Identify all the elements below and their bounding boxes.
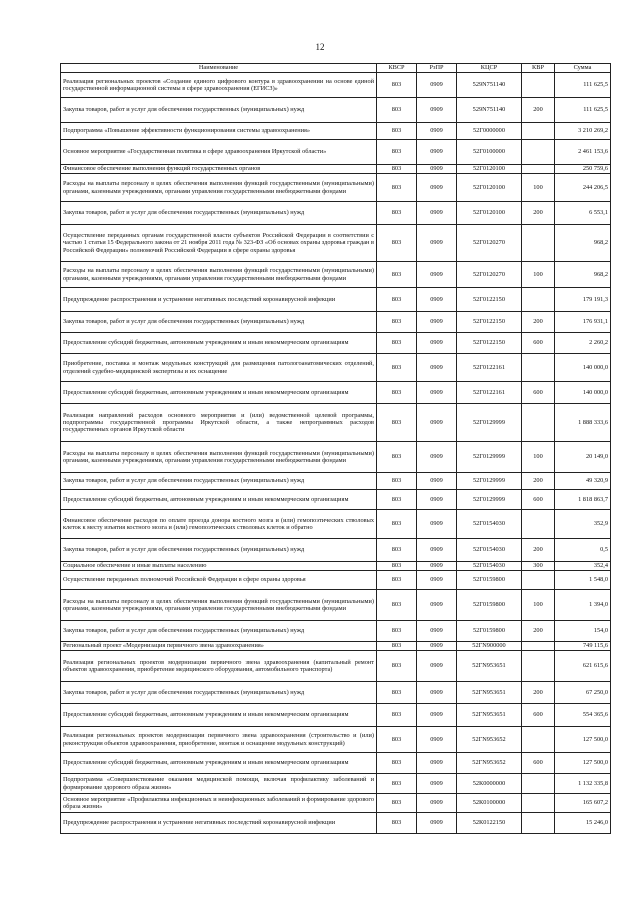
row-kvr: 600 <box>522 704 555 727</box>
row-kcsr: 52Г0122161 <box>457 354 522 382</box>
row-kvsr: 803 <box>377 813 417 834</box>
row-sum: 1 548,0 <box>555 571 611 590</box>
budget-table <box>60 63 611 834</box>
row-kcsr: 52Г0129999 <box>457 490 522 510</box>
row-kcsr: 52Г0122150 <box>457 333 522 354</box>
table-row <box>61 642 611 651</box>
row-kvr: 100 <box>522 262 555 288</box>
table-row <box>61 753 611 774</box>
row-kvr: 200 <box>522 621 555 642</box>
header-kvr: КВР <box>522 64 555 73</box>
row-kvsr: 803 <box>377 202 417 225</box>
row-rzpr: 0909 <box>417 774 457 794</box>
row-kcsr: 52Г0000000 <box>457 123 522 140</box>
row-kvsr: 803 <box>377 571 417 590</box>
table-row <box>61 490 611 510</box>
row-rzpr: 0909 <box>417 510 457 539</box>
row-kvr <box>522 510 555 539</box>
row-sum: 352,4 <box>555 562 611 571</box>
row-sum: 111 625,5 <box>555 73 611 98</box>
row-name: Расходы на выплаты персоналу в целях обеспечения выполнения функций государственными (муниципальными) органами, казенными учреждениями, органами управления государственными внебюджетными фондами <box>61 442 377 473</box>
row-rzpr: 0909 <box>417 571 457 590</box>
row-name: Финансовое обеспечение расходов по оплате проезда донора костного мозга и (или) гемопоэтических стволовых клеток к месту изъятия костного мозга и (или) гемопоэтических стволовых клеток и обратно <box>61 510 377 539</box>
row-rzpr: 0909 <box>417 202 457 225</box>
row-sum: 6 553,1 <box>555 202 611 225</box>
row-kcsr: 52Г0159800 <box>457 590 522 621</box>
row-kcsr: 52Г0122150 <box>457 288 522 312</box>
row-sum: 250 759,6 <box>555 165 611 174</box>
row-sum: 968,2 <box>555 262 611 288</box>
table-body <box>61 73 611 834</box>
row-kvr: 600 <box>522 490 555 510</box>
row-kvsr: 803 <box>377 73 417 98</box>
row-sum: 1 132 335,8 <box>555 774 611 794</box>
row-rzpr: 0909 <box>417 312 457 333</box>
row-kvsr: 803 <box>377 539 417 562</box>
table-row <box>61 404 611 442</box>
row-sum: 179 191,3 <box>555 288 611 312</box>
row-sum: 244 206,5 <box>555 174 611 202</box>
row-kcsr: 52ГN953651 <box>457 704 522 727</box>
row-sum: 165 607,2 <box>555 794 611 813</box>
row-kcsr: 52Г0159800 <box>457 571 522 590</box>
table-row <box>61 651 611 682</box>
row-kcsr: 52Г0120100 <box>457 165 522 174</box>
row-kvr: 600 <box>522 382 555 404</box>
table-row <box>61 704 611 727</box>
row-sum: 2 260,2 <box>555 333 611 354</box>
row-rzpr: 0909 <box>417 621 457 642</box>
row-kvsr: 803 <box>377 510 417 539</box>
row-kcsr: 52Г0120270 <box>457 262 522 288</box>
row-sum: 2 461 153,6 <box>555 140 611 165</box>
row-kcsr: 52Г0129999 <box>457 473 522 490</box>
row-rzpr: 0909 <box>417 727 457 753</box>
table-row <box>61 571 611 590</box>
row-name: Основное мероприятие «Государственная политика в сфере здравоохранения Иркутской области» <box>61 140 377 165</box>
table-row <box>61 682 611 704</box>
row-kcsr: 52ГN900000 <box>457 642 522 651</box>
row-kvr <box>522 404 555 442</box>
row-kvr: 200 <box>522 98 555 123</box>
row-kvr <box>522 288 555 312</box>
row-sum: 749 115,6 <box>555 642 611 651</box>
row-sum: 15 246,0 <box>555 813 611 834</box>
table-row <box>61 354 611 382</box>
row-sum: 3 210 269,2 <box>555 123 611 140</box>
row-kvsr: 803 <box>377 333 417 354</box>
row-rzpr: 0909 <box>417 333 457 354</box>
row-sum: 140 000,0 <box>555 354 611 382</box>
row-kcsr: 52Г0100000 <box>457 140 522 165</box>
row-rzpr: 0909 <box>417 442 457 473</box>
row-kvr <box>522 140 555 165</box>
table-row <box>61 813 611 834</box>
row-kvsr: 803 <box>377 621 417 642</box>
row-name: Региональный проект «Модернизация первичного звена здравоохранения» <box>61 642 377 651</box>
row-kvr <box>522 225 555 262</box>
row-kvsr: 803 <box>377 727 417 753</box>
row-kvsr: 803 <box>377 774 417 794</box>
table-row <box>61 202 611 225</box>
row-name: Закупка товаров, работ и услуг для обеспечения государственных (муниципальных) нужд <box>61 98 377 123</box>
row-kvsr: 803 <box>377 225 417 262</box>
table-row <box>61 510 611 539</box>
row-name: Реализация направлений расходов основного мероприятия и (или) ведомственной целевой программы, подпрограммы государственной программы Иркутской области, а также непрограммных расходов государственных органов Иркутской области <box>61 404 377 442</box>
table-row <box>61 123 611 140</box>
row-name: Закупка товаров, работ и услуг для обеспечения государственных (муниципальных) нужд <box>61 202 377 225</box>
row-rzpr: 0909 <box>417 562 457 571</box>
row-name: Реализация региональных проектов «Создание единого цифрового контура в здравоохранении на основе единой государственной информационной системы в сфере здравоохранения (ЕГИСЗ)» <box>61 73 377 98</box>
row-kvr: 600 <box>522 753 555 774</box>
row-kcsr: 52Г0129999 <box>457 404 522 442</box>
row-name: Предупреждение распространения и устранение негативных последствий коронавирусной инфекции <box>61 813 377 834</box>
row-kvsr: 803 <box>377 794 417 813</box>
table-row <box>61 165 611 174</box>
row-kvr: 200 <box>522 312 555 333</box>
header-rzpr: РзПР <box>417 64 457 73</box>
row-name: Основное мероприятие «Профилактика инфекционных и неинфекционных заболеваний и формирование здорового образа жизни» <box>61 794 377 813</box>
row-kvr: 300 <box>522 562 555 571</box>
row-kcsr: 52ГN953652 <box>457 727 522 753</box>
row-name: Подпрограмма «Совершенствование оказания медицинской помощи, включая профилактику заболеваний и формирование здорового образа жизни» <box>61 774 377 794</box>
row-rzpr: 0909 <box>417 382 457 404</box>
header-row <box>61 64 611 73</box>
row-rzpr: 0909 <box>417 354 457 382</box>
row-kvsr: 803 <box>377 442 417 473</box>
row-kvsr: 803 <box>377 312 417 333</box>
row-kvsr: 803 <box>377 490 417 510</box>
row-kcsr: 52Г0120100 <box>457 174 522 202</box>
table-row <box>61 174 611 202</box>
row-rzpr: 0909 <box>417 140 457 165</box>
row-kvr: 200 <box>522 473 555 490</box>
row-rzpr: 0909 <box>417 642 457 651</box>
row-rzpr: 0909 <box>417 98 457 123</box>
row-kvsr: 803 <box>377 354 417 382</box>
row-kvr <box>522 73 555 98</box>
table-row <box>61 442 611 473</box>
row-kvr: 100 <box>522 442 555 473</box>
row-rzpr: 0909 <box>417 262 457 288</box>
table-row <box>61 262 611 288</box>
row-rzpr: 0909 <box>417 590 457 621</box>
table-header <box>61 64 611 73</box>
row-kcsr: 529N751140 <box>457 73 522 98</box>
row-kcsr: 52Г0122161 <box>457 382 522 404</box>
row-rzpr: 0909 <box>417 651 457 682</box>
row-kvsr: 803 <box>377 562 417 571</box>
row-name: Закупка товаров, работ и услуг для обеспечения государственных (муниципальных) нужд <box>61 473 377 490</box>
row-kvr: 600 <box>522 333 555 354</box>
row-name: Расходы на выплаты персоналу в целях обеспечения выполнения функций государственными (муниципальными) органами, казенными учреждениями, органами управления государственными внебюджетными фондами <box>61 262 377 288</box>
row-kvsr: 803 <box>377 682 417 704</box>
row-sum: 111 625,5 <box>555 98 611 123</box>
row-kcsr: 52Г0120100 <box>457 202 522 225</box>
row-name: Предупреждение распространения и устранение негативных последствий коронавирусной инфекции <box>61 288 377 312</box>
row-sum: 140 000,0 <box>555 382 611 404</box>
page-number: 12 <box>315 42 325 52</box>
row-kcsr: 52Г0154030 <box>457 562 522 571</box>
row-kvr <box>522 651 555 682</box>
row-kvr: 200 <box>522 682 555 704</box>
row-kvsr: 803 <box>377 98 417 123</box>
header-name: Наименование <box>61 64 377 73</box>
row-kvsr: 803 <box>377 262 417 288</box>
row-rzpr: 0909 <box>417 539 457 562</box>
row-rzpr: 0909 <box>417 753 457 774</box>
row-sum: 968,2 <box>555 225 611 262</box>
row-name: Закупка товаров, работ и услуг для обеспечения государственных (муниципальных) нужд <box>61 312 377 333</box>
table-row <box>61 727 611 753</box>
table-row <box>61 312 611 333</box>
row-rzpr: 0909 <box>417 174 457 202</box>
table-row <box>61 562 611 571</box>
row-rzpr: 0909 <box>417 704 457 727</box>
row-name: Предоставление субсидий бюджетным, автономным учреждениям и иным некоммерческим организациям <box>61 490 377 510</box>
row-name: Предоставление субсидий бюджетным, автономным учреждениям и иным некоммерческим организациям <box>61 333 377 354</box>
row-name: Подпрограмма «Повышение эффективности функционирования системы здравоохранения» <box>61 123 377 140</box>
row-kvsr: 803 <box>377 651 417 682</box>
table-row <box>61 73 611 98</box>
table-row <box>61 140 611 165</box>
row-kvsr: 803 <box>377 753 417 774</box>
row-sum: 352,9 <box>555 510 611 539</box>
table-row <box>61 288 611 312</box>
row-kcsr: 52К0122150 <box>457 813 522 834</box>
row-name: Приобретение, поставка и монтаж модульных конструкций для размещения патологоанатомических отделений, отделений судебно-медицинской экспертизы и их оснащение <box>61 354 377 382</box>
header-kvsr: КВСР <box>377 64 417 73</box>
row-sum: 1 818 863,7 <box>555 490 611 510</box>
row-kvsr: 803 <box>377 642 417 651</box>
row-name: Осуществление переданных органам государственной власти субъектов Российской Федерации в соответствии с частью 1 статьи 15 Федерального закона от 21 ноября 2011 года № 323-ФЗ «Об основах охраны здоровья граждан в Российской Федерации» полномочий Российской Федерации в сфере охраны здоровья <box>61 225 377 262</box>
row-name: Закупка товаров, работ и услуг для обеспечения государственных (муниципальных) нужд <box>61 682 377 704</box>
row-name: Расходы на выплаты персоналу в целях обеспечения выполнения функций государственными (муниципальными) органами, казенными учреждениями, органами управления государственными внебюджетными фондами <box>61 590 377 621</box>
row-kcsr: 52Г0154030 <box>457 539 522 562</box>
row-sum: 1 394,0 <box>555 590 611 621</box>
row-name: Закупка товаров, работ и услуг для обеспечения государственных (муниципальных) нужд <box>61 539 377 562</box>
table-row <box>61 333 611 354</box>
table-row <box>61 98 611 123</box>
table-row <box>61 382 611 404</box>
row-rzpr: 0909 <box>417 682 457 704</box>
row-kvsr: 803 <box>377 288 417 312</box>
row-kvr <box>522 165 555 174</box>
row-sum: 127 500,0 <box>555 727 611 753</box>
table-row <box>61 774 611 794</box>
row-name: Осуществление переданных полномочий Российской Федерации в сфере охраны здоровья <box>61 571 377 590</box>
row-kcsr: 52Г0129999 <box>457 442 522 473</box>
row-rzpr: 0909 <box>417 813 457 834</box>
row-kcsr: 52ГN953651 <box>457 682 522 704</box>
row-name: Реализация региональных проектов модернизации первичного звена здравоохранения (строительство и (или) реконструкция объектов здравоохранения, приобретение, монтаж и оснащение модульных конструкций) <box>61 727 377 753</box>
row-rzpr: 0909 <box>417 473 457 490</box>
row-kvsr: 803 <box>377 165 417 174</box>
row-sum: 154,0 <box>555 621 611 642</box>
row-kvsr: 803 <box>377 590 417 621</box>
row-kvsr: 803 <box>377 123 417 140</box>
row-sum: 1 888 333,6 <box>555 404 611 442</box>
row-kvsr: 803 <box>377 382 417 404</box>
row-kvr <box>522 571 555 590</box>
row-sum: 67 250,0 <box>555 682 611 704</box>
table-row <box>61 473 611 490</box>
row-name: Предоставление субсидий бюджетным, автономным учреждениям и иным некоммерческим организациям <box>61 704 377 727</box>
row-kvsr: 803 <box>377 404 417 442</box>
row-kcsr: 52Г0122150 <box>457 312 522 333</box>
row-kvr <box>522 642 555 651</box>
row-kvsr: 803 <box>377 140 417 165</box>
row-rzpr: 0909 <box>417 123 457 140</box>
row-rzpr: 0909 <box>417 404 457 442</box>
row-name: Предоставление субсидий бюджетным, автономным учреждениям и иным некоммерческим организациям <box>61 753 377 774</box>
row-kcsr: 52К0100000 <box>457 794 522 813</box>
table-row <box>61 621 611 642</box>
row-kvr <box>522 727 555 753</box>
row-kvr <box>522 123 555 140</box>
row-sum: 621 615,6 <box>555 651 611 682</box>
row-sum: 0,5 <box>555 539 611 562</box>
row-kvsr: 803 <box>377 174 417 202</box>
row-kvr: 100 <box>522 590 555 621</box>
row-kvsr: 803 <box>377 704 417 727</box>
row-rzpr: 0909 <box>417 73 457 98</box>
row-kvr: 200 <box>522 539 555 562</box>
table-row <box>61 225 611 262</box>
table-row <box>61 539 611 562</box>
row-rzpr: 0909 <box>417 288 457 312</box>
row-kcsr: 52ГN953651 <box>457 651 522 682</box>
row-rzpr: 0909 <box>417 490 457 510</box>
row-rzpr: 0909 <box>417 794 457 813</box>
row-name: Финансовое обеспечение выполнения функций государственных органов <box>61 165 377 174</box>
row-kcsr: 52К0000000 <box>457 774 522 794</box>
table-row <box>61 590 611 621</box>
row-sum: 20 149,0 <box>555 442 611 473</box>
row-kvr <box>522 813 555 834</box>
row-name: Предоставление субсидий бюджетным, автономным учреждениям и иным некоммерческим организациям <box>61 382 377 404</box>
row-kcsr: 52Г0154030 <box>457 510 522 539</box>
row-kvr <box>522 794 555 813</box>
row-kvsr: 803 <box>377 473 417 490</box>
row-kcsr: 529N751140 <box>457 98 522 123</box>
row-rzpr: 0909 <box>417 225 457 262</box>
row-kvr: 100 <box>522 174 555 202</box>
row-sum: 554 365,6 <box>555 704 611 727</box>
row-kcsr: 52Г0159800 <box>457 621 522 642</box>
row-name: Расходы на выплаты персоналу в целях обеспечения выполнения функций государственными (муниципальными) органами, казенными учреждениями, органами управления государственными внебюджетными фондами <box>61 174 377 202</box>
row-kcsr: 52Г0120270 <box>457 225 522 262</box>
row-kcsr: 52ГN953652 <box>457 753 522 774</box>
row-kvr: 200 <box>522 202 555 225</box>
row-kvr <box>522 774 555 794</box>
row-rzpr: 0909 <box>417 165 457 174</box>
table-row <box>61 794 611 813</box>
row-name: Социальное обеспечение и иные выплаты населению <box>61 562 377 571</box>
header-sum: Сумма <box>555 64 611 73</box>
row-sum: 127 500,0 <box>555 753 611 774</box>
row-sum: 176 931,1 <box>555 312 611 333</box>
row-kvr <box>522 354 555 382</box>
header-kcsr: КЦСР <box>457 64 522 73</box>
row-name: Закупка товаров, работ и услуг для обеспечения государственных (муниципальных) нужд <box>61 621 377 642</box>
row-name: Реализация региональных проектов модернизации первичного звена здравоохранения (капитальный ремонт объектов здравоохранения, приобретение медицинского оборудования, автомобильного транспорта) <box>61 651 377 682</box>
row-sum: 49 320,9 <box>555 473 611 490</box>
